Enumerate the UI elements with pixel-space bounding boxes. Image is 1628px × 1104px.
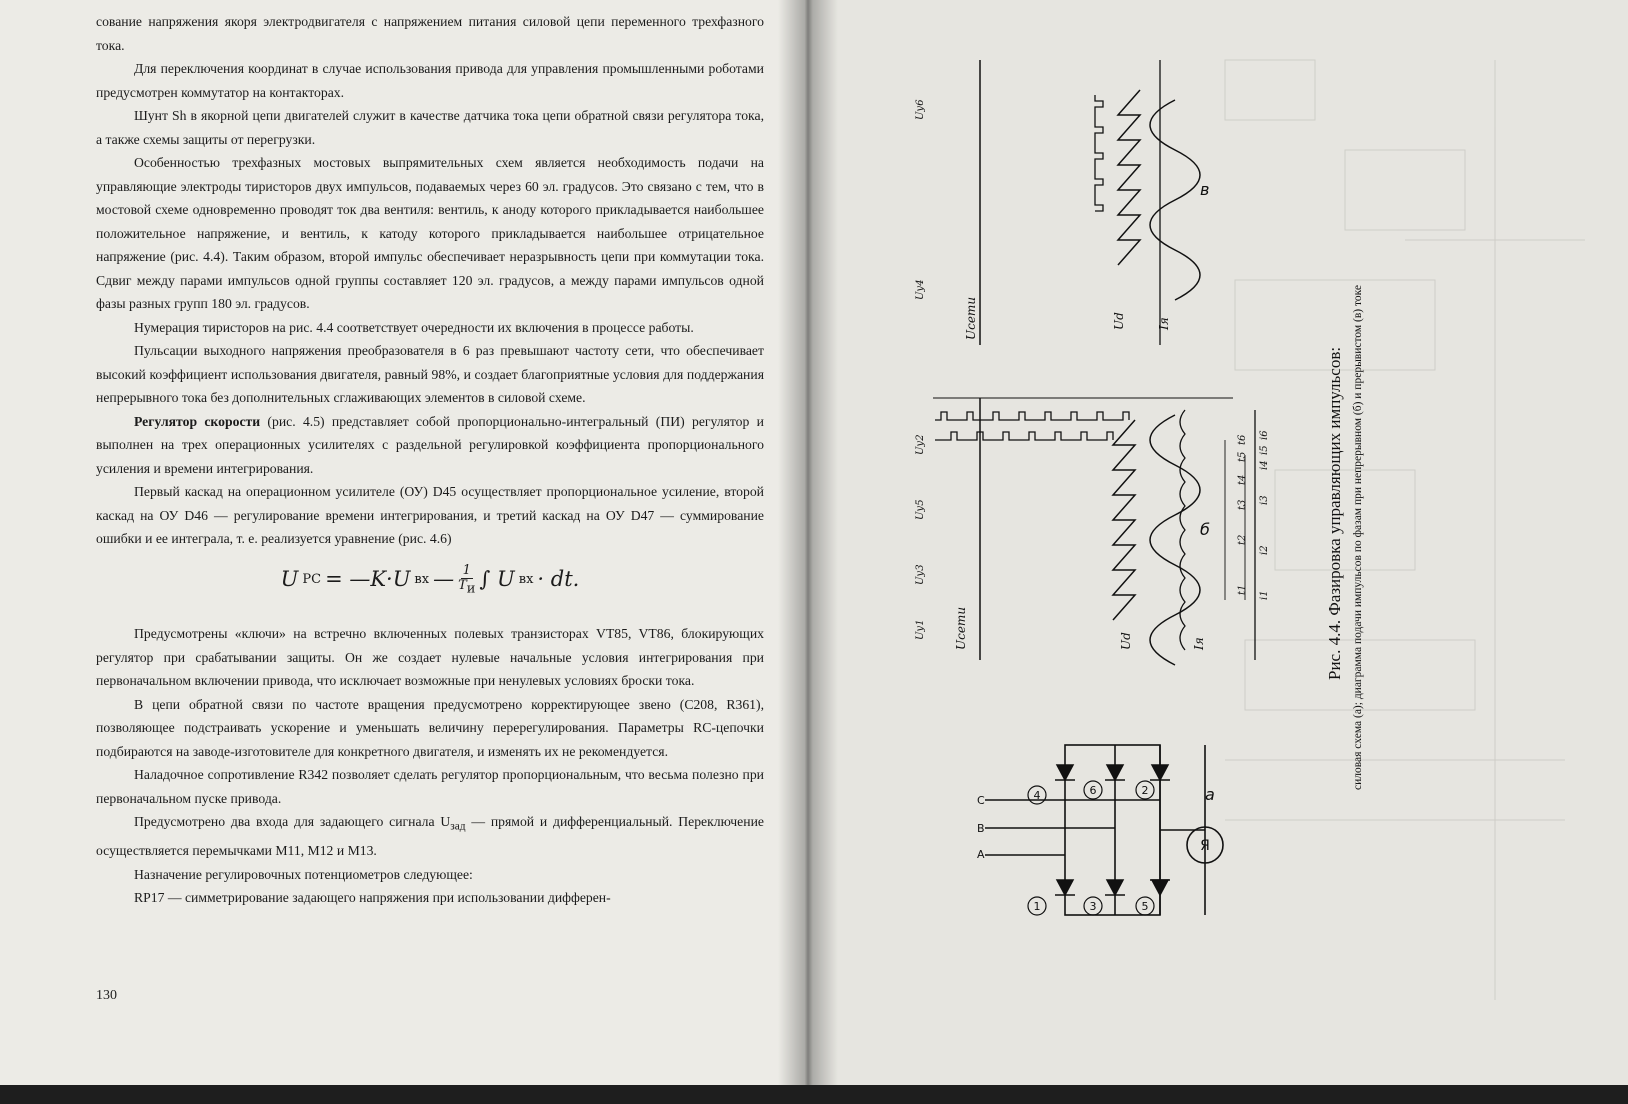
label-ia-b: Iя xyxy=(1192,637,1206,650)
ia-ripple-b xyxy=(1180,410,1185,650)
eq-frac-den: T xyxy=(458,577,467,593)
eq-tail: · dt. xyxy=(537,567,580,592)
left-page xyxy=(0,0,805,1085)
interval-label: i3 xyxy=(1259,495,1270,505)
phase-label-a: A xyxy=(977,848,985,861)
panel-label-c: в xyxy=(1200,180,1210,199)
interval-label-t: t3 xyxy=(1237,499,1248,510)
paragraph-text: — прямой и дифференциальный. Переключение осуществляется перемычками M11, M12 и M13. xyxy=(96,814,764,859)
interval-label: i4 xyxy=(1259,460,1270,470)
phase-label-b: B xyxy=(977,822,985,835)
eq-lhs-sub: РС xyxy=(302,572,322,588)
eq-fraction xyxy=(458,564,475,597)
figure-4-4 xyxy=(805,0,1628,1085)
interval-label: i1 xyxy=(1259,590,1270,600)
paragraph: В цепи обратной связи по частоте вращения предусмотрено корректирующее звено (C208, R361), позволяющее подстраивать ускорение и уменьшать величину перерегулирования. Параметры RC-цепочки подбираются на заводе-изготовителе для конкретного двигателя, и изменять их не рекомендуется. xyxy=(96,696,764,759)
eq-frac-den-sub: и xyxy=(466,581,476,597)
paragraph-inputs xyxy=(96,810,764,863)
interval-label-t: t2 xyxy=(1237,534,1248,545)
pulse-label: Uу4 xyxy=(915,279,926,300)
u-sub: зад xyxy=(450,820,466,833)
right-page xyxy=(805,0,1628,1085)
paragraph: Наладочное сопротивление R342 позволяет сделать регулятор пропорциональным, что весьма полезно при первоначальном пуске привода. xyxy=(96,767,764,806)
figure-caption-title: Рис. 4.4. Фазировка управляющих импульсов: xyxy=(1325,346,1344,680)
pulse-rows-c xyxy=(1095,95,1103,211)
left-page-text xyxy=(96,10,764,910)
thyristor-number: 5 xyxy=(1141,900,1149,913)
eq-integral: ∫ U xyxy=(479,567,515,592)
label-ud-c: Ud xyxy=(1112,312,1126,330)
paragraph-text: Предусмотрено два входа для задающего сигнала U xyxy=(134,814,451,830)
pulse-rows-b xyxy=(935,412,1129,440)
equation xyxy=(96,564,764,597)
paragraph: Предусмотрены «ключи» на встречно включенных полевых транзисторах VT85, VT86, блокирующих регулятор при срабатывании защиты. Он же создает нулевые начальные условия интегрирования при первоначальном включении привода, что исключает возможные при ненулевых условиях броски тока. xyxy=(96,626,764,689)
phase-label-c: C xyxy=(977,794,985,807)
paragraph-speed-regulator xyxy=(96,410,764,481)
interval-label-t: t5 xyxy=(1237,451,1248,462)
paragraph: Особенностью трехфазных мостовых выпрямительных схем является необходимость подачи на управляющие электроды тиристоров двух импульсов, подаваемых через 60 эл. градусов. Это связано с тем, что в мостовой схеме одновременно проводят ток два вентиля: вентиль, к аноду которого прикладывается наибольшее положительное напряжение, и вентиль, к катоду которого прикладывается наибольшее отрицательное напряжение (рис. 4.4). Таким образом, второй импульс обеспечивает неразрывность цепи при коммутации тока. Сдвиг между парами импульсов одной группы составляет 120 эл. градусов, а между парами импульсов одной фазы разных групп 180 эл. градусов. xyxy=(96,155,764,311)
eq-mid: = —K·U xyxy=(325,567,411,592)
eq-sub-vx-2: вх xyxy=(518,572,534,588)
eq-sub-vx: вх xyxy=(414,572,430,588)
ud-sawtooth-c xyxy=(1118,90,1140,265)
interval-label: i5 xyxy=(1259,445,1270,455)
interval-label: i2 xyxy=(1259,545,1270,555)
panel-label-a: а xyxy=(1205,785,1215,804)
paragraph: Для переключения координат в случае использования привода для управления промышленными роботами предусмотрен коммутатор на контакторах. xyxy=(96,61,764,100)
interval-marks-b xyxy=(1225,440,1245,600)
eq-lhs: U xyxy=(280,567,299,592)
paragraph: Пульсации выходного напряжения преобразователя в 6 раз превышают частоту сети, что обеспечивает высокий коэффициент использования двигателя, равный 98%, и создает благоприятные условия для поддержания непрерывного тока без дополнительных сглаживающих элементов в силовой схеме. xyxy=(96,343,764,405)
bold-term: Регулятор скорости xyxy=(134,413,261,429)
panel-label-b: б xyxy=(1200,520,1210,539)
thyristor-number-circles xyxy=(1028,781,1154,915)
thyristor-number: 4 xyxy=(1033,789,1041,802)
panel-c-diagram xyxy=(980,60,1200,345)
thyristor-number: 2 xyxy=(1141,784,1149,797)
page-number: 130 xyxy=(96,988,117,1003)
pulse-label: Uу5 xyxy=(915,499,926,520)
thyristor-number: 1 xyxy=(1033,900,1041,913)
paragraph: Нумерация тиристоров на рис. 4.4 соответствует очередности их включения в процессе работы. xyxy=(134,319,694,335)
thyristor-number: 6 xyxy=(1089,784,1097,797)
figure-caption-text: силовая схема (а); диаграмма подачи импульсов по фазам при непрерывном (б) и прерывистом (в) токе xyxy=(1352,284,1364,790)
paragraph: Шунт Sh в якорной цепи двигателей служит в качестве датчика тока цепи обратной связи регулятора тока, а также схемы защиты от перегрузки. xyxy=(96,108,764,147)
paragraph: Назначение регулировочных потенциометров следующее: xyxy=(134,866,473,882)
paragraph-text: (рис. 4.5) представляет собой пропорционально-интегральный (ПИ) регулятор и выполнен на трех операционных усилителях с раздельной регулировкой коэффициента пропорционального усиления и времени интегрирования. xyxy=(96,413,764,476)
thyristor-number: 3 xyxy=(1089,900,1097,913)
pulse-label: Uу3 xyxy=(915,564,926,585)
eq-frac-den-wrap xyxy=(458,579,475,597)
paragraph: сование напряжения якоря электродвигателя с напряжением питания силовой цепи переменного трехфазного тока. xyxy=(96,14,764,53)
paragraph: Первый каскад на операционном усилителе (ОУ) D45 осуществляет пропорциональное усиление, второй каскад на ОУ D46 — регулирование времени интегрирования, и третий каскад на ОУ D47 — суммирование ошибки и ее интеграла, т. е. реализуется уравнение (рис. 4.6) xyxy=(96,484,764,546)
motor-label: Я xyxy=(1200,838,1210,854)
ud-sawtooth-b xyxy=(1113,420,1135,620)
scan-bottom-edge xyxy=(0,1085,1628,1104)
eq-frac-num: 1 xyxy=(462,562,471,578)
pulse-label: Uу2 xyxy=(915,434,926,455)
panel-a-circuit xyxy=(985,745,1223,915)
pulse-label: Uу6 xyxy=(915,99,926,120)
eq-minus: — xyxy=(433,567,455,592)
paragraph: RP17 — симметрирование задающего напряжения при использовании дифферен- xyxy=(134,890,611,906)
bleed-through xyxy=(1225,60,1585,1000)
label-ia-c: Iя xyxy=(1157,317,1171,330)
label-u-grid-b: Uсети xyxy=(954,606,968,650)
interval-label-t: t1 xyxy=(1237,584,1248,595)
interval-label-t: t4 xyxy=(1237,474,1248,485)
interval-label: i6 xyxy=(1259,430,1270,440)
book-gutter-shadow xyxy=(778,0,838,1085)
pulse-label: Uу1 xyxy=(915,619,926,640)
label-ud-b: Ud xyxy=(1119,632,1133,650)
label-u-grid-c: Uсети xyxy=(964,296,978,340)
interval-label-t: t6 xyxy=(1237,434,1248,445)
